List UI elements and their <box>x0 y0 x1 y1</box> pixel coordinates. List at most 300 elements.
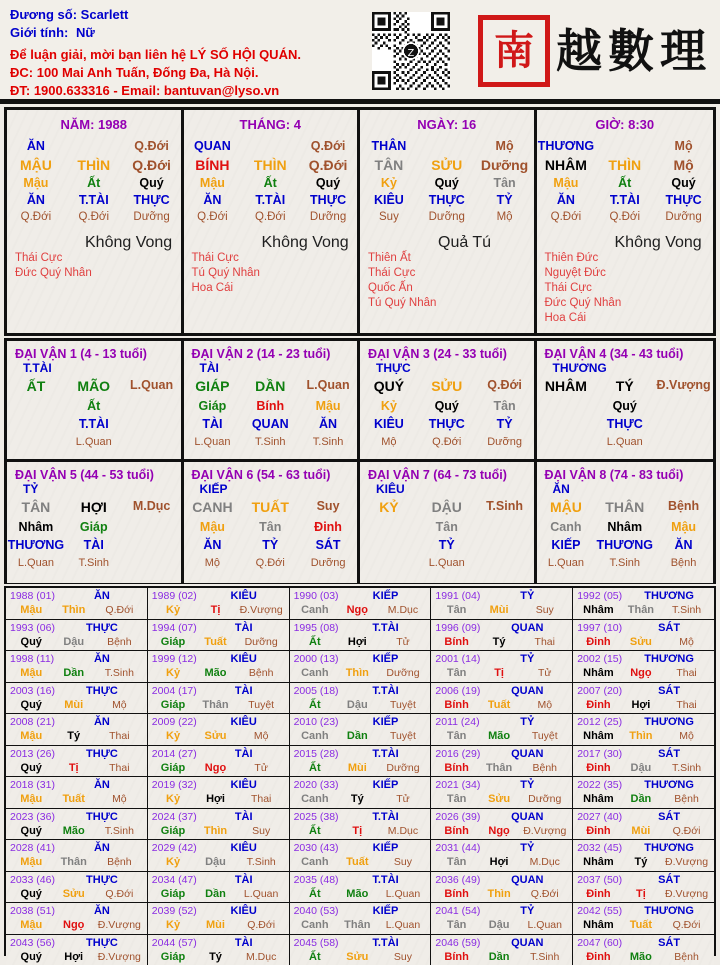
year-cell[interactable] <box>573 651 714 682</box>
year-label: 2016 (29) <box>435 747 493 761</box>
luck-hidden-god: TỶ <box>418 537 476 553</box>
year-stage: Bệnh <box>95 635 144 649</box>
luck-hidden-stem: Mậu <box>299 398 357 414</box>
year-stem: Canh <box>294 603 336 617</box>
luck-hidden-god: KIẾP <box>537 537 596 553</box>
year-stage: Bệnh <box>237 666 286 680</box>
year-label: 2019 (32) <box>152 778 210 792</box>
year-cell[interactable] <box>6 809 148 840</box>
luck-stem: ẤT <box>7 377 65 396</box>
star-item: Đức Quý Nhân <box>545 296 713 311</box>
year-god: THỰC <box>68 873 144 887</box>
luck-stage: Q.Đới <box>476 377 534 396</box>
year-stage: Suy <box>520 603 569 617</box>
year-branch: Dần <box>620 792 662 806</box>
year-cell[interactable] <box>6 935 148 965</box>
year-stem: Quý <box>10 950 52 964</box>
year-god: KIÊU <box>210 778 286 792</box>
year-label: 2001 (14) <box>435 652 493 666</box>
hidden-stem: Quý <box>654 175 713 192</box>
luck-hidden-stage: Dưỡng <box>476 434 534 450</box>
luck-hidden-stem: Mậu <box>654 519 713 535</box>
qr-code-icon[interactable] <box>372 12 450 90</box>
year-cell[interactable] <box>290 714 432 745</box>
year-god: THƯƠNG <box>635 778 711 792</box>
pillar-stem: TÂN <box>360 155 418 175</box>
year-label: 2009 (22) <box>152 715 210 729</box>
year-stem: Nhâm <box>577 855 619 869</box>
year-cell[interactable] <box>6 651 148 682</box>
pillar-stars <box>368 251 534 311</box>
luck-hidden-stage <box>476 555 534 571</box>
luck-hidden-stage: L.Quan <box>65 434 123 450</box>
year-god: SÁT <box>635 810 711 824</box>
year-cell[interactable] <box>6 903 148 934</box>
pillar-stars <box>15 251 181 281</box>
year-cell[interactable] <box>431 809 573 840</box>
year-cell[interactable] <box>573 683 714 714</box>
year-god: QUAN <box>493 873 569 887</box>
year-branch: Tuất <box>478 698 520 712</box>
year-cell[interactable] <box>148 746 290 777</box>
year-label: 2010 (23) <box>294 715 352 729</box>
year-cell[interactable] <box>290 683 432 714</box>
year-label: 1998 (11) <box>10 652 68 666</box>
luck-hidden-stem: Nhâm <box>595 519 654 535</box>
year-god: TỶ <box>493 904 569 918</box>
brand-name-cjk: 越數理 <box>556 28 712 74</box>
year-stage: Thai <box>662 698 711 712</box>
year-label: 1995 (08) <box>294 621 352 635</box>
year-label: 2023 (36) <box>10 810 68 824</box>
year-god: THƯƠNG <box>635 715 711 729</box>
year-cell[interactable] <box>431 872 573 903</box>
year-label: 2011 (24) <box>435 715 493 729</box>
year-stage: Q.Đới <box>95 603 144 617</box>
year-cell[interactable] <box>573 746 714 777</box>
luck-cycle-2 <box>184 341 361 462</box>
year-label: 2037 (50) <box>577 873 635 887</box>
year-stage: Mộ <box>520 698 569 712</box>
luck-cycle-god: TỶ <box>23 482 181 496</box>
year-cell[interactable] <box>290 588 432 619</box>
year-cell[interactable] <box>6 588 148 619</box>
year-label: 2013 (26) <box>10 747 68 761</box>
year-cell[interactable] <box>573 903 714 934</box>
year-god: KIÊU <box>210 652 286 666</box>
luck-hidden-god <box>537 416 596 432</box>
year-cell[interactable] <box>6 840 148 871</box>
hidden-god: THỰC <box>654 192 713 209</box>
year-god: TỶ <box>493 715 569 729</box>
luck-hidden-stage: L.Quan <box>418 555 476 571</box>
year-stem: Đinh <box>577 698 619 712</box>
year-god: SÁT <box>635 873 711 887</box>
year-label: 2044 (57) <box>152 936 210 950</box>
year-branch: Mão <box>194 666 236 680</box>
year-stage: Đ.Vượng <box>95 918 144 932</box>
year-stage: M.Dục <box>379 824 428 838</box>
luck-stage: T.Sinh <box>476 498 534 517</box>
brand-logo <box>478 8 712 94</box>
year-cell[interactable] <box>148 872 290 903</box>
year-label: 2038 (51) <box>10 904 68 918</box>
year-cell[interactable] <box>290 840 432 871</box>
year-cell[interactable] <box>148 840 290 871</box>
year-stage: Bệnh <box>95 855 144 869</box>
hidden-god: THỰC <box>299 192 357 209</box>
year-cell[interactable] <box>6 683 148 714</box>
star-item: Hoa Cái <box>192 281 358 296</box>
year-god: THƯƠNG <box>635 589 711 603</box>
year-stage: Tử <box>379 792 428 806</box>
year-stage: Mộ <box>95 698 144 712</box>
year-branch: Sửu <box>478 792 520 806</box>
luck-stage: Bệnh <box>654 498 713 517</box>
year-stem: Canh <box>294 792 336 806</box>
year-branch: Dần <box>52 666 94 680</box>
year-branch: Thìn <box>194 824 236 838</box>
luck-hidden-god <box>654 416 713 432</box>
year-cell[interactable] <box>148 903 290 934</box>
year-cell[interactable] <box>148 651 290 682</box>
year-label: 2020 (33) <box>294 778 352 792</box>
year-god: THƯƠNG <box>635 904 711 918</box>
year-stem: Ất <box>294 887 336 901</box>
year-cell[interactable] <box>431 903 573 934</box>
year-branch: Tý <box>620 855 662 869</box>
year-god: TỶ <box>493 652 569 666</box>
year-branch: Thân <box>52 855 94 869</box>
year-stem: Mậu <box>10 918 52 932</box>
year-cell[interactable] <box>148 809 290 840</box>
luck-branch: HỢI <box>65 498 123 517</box>
pillar-stem: BÍNH <box>184 155 242 175</box>
luck-branch: MÃO <box>65 377 123 396</box>
year-stem: Mậu <box>10 729 52 743</box>
year-branch: Dậu <box>336 698 378 712</box>
year-cell[interactable] <box>290 620 432 651</box>
year-stage: L.Quan <box>520 918 569 932</box>
year-stem: Bính <box>435 824 477 838</box>
year-stem: Nhâm <box>577 792 619 806</box>
year-branch: Hợi <box>194 792 236 806</box>
year-god: ĂN <box>68 652 144 666</box>
year-cell[interactable] <box>148 620 290 651</box>
hidden-stage: Q.Đới <box>7 209 65 226</box>
year-branch: Hợi <box>52 950 94 964</box>
year-stem: Canh <box>294 666 336 680</box>
star-item: Thái Cực <box>545 281 713 296</box>
year-cell[interactable] <box>6 872 148 903</box>
year-stage: T.Sinh <box>95 824 144 838</box>
year-stem: Quý <box>10 887 52 901</box>
year-cell[interactable] <box>431 746 573 777</box>
luck-hidden-stage: Q.Đới <box>241 555 299 571</box>
year-cell[interactable] <box>431 620 573 651</box>
year-stem: Ất <box>294 761 336 775</box>
pillar-title: GIỜ: 8:30 <box>537 117 713 132</box>
luck-hidden-stem: Nhâm <box>7 519 65 535</box>
year-branch: Mão <box>52 824 94 838</box>
year-label: 2033 (46) <box>10 873 68 887</box>
seal-icon: 南 <box>478 15 550 87</box>
year-cell[interactable] <box>431 935 573 965</box>
luck-hidden-god: KIÊU <box>360 416 418 432</box>
year-cell[interactable] <box>148 588 290 619</box>
year-cell[interactable] <box>431 777 573 808</box>
year-branch: Dậu <box>194 855 236 869</box>
year-god: TỶ <box>493 841 569 855</box>
luck-hidden-stage: T.Sinh <box>595 555 654 571</box>
year-cell[interactable] <box>6 746 148 777</box>
year-stage: Thai <box>237 792 286 806</box>
luck-stem: GIÁP <box>184 377 242 396</box>
year-cell[interactable] <box>290 651 432 682</box>
luck-stem: NHÂM <box>537 377 596 396</box>
promo-line-3: ĐT: 1900.633316 - Email: bantuvan@lyso.vn <box>10 82 301 100</box>
luck-cycle-god: THỰC <box>376 361 534 375</box>
year-stem: Đinh <box>577 635 619 649</box>
luck-hidden-stem: Kỷ <box>360 398 418 414</box>
year-cell[interactable] <box>290 809 432 840</box>
year-label: 1992 (05) <box>577 589 635 603</box>
year-branch: Thìn <box>620 729 662 743</box>
year-label: 1994 (07) <box>152 621 210 635</box>
year-cell[interactable] <box>290 903 432 934</box>
hidden-stage: Mộ <box>476 209 534 226</box>
year-cell[interactable] <box>6 620 148 651</box>
year-label: 2005 (18) <box>294 684 352 698</box>
luck-hidden-stage: Mộ <box>360 434 418 450</box>
luck-branch: SỬU <box>418 377 476 396</box>
pillar-title: NĂM: 1988 <box>7 117 181 132</box>
year-branch: Tý <box>52 729 94 743</box>
year-stage: T.Sinh <box>662 761 711 775</box>
year-cell[interactable] <box>290 872 432 903</box>
luck-hidden-god <box>7 416 65 432</box>
year-cell[interactable] <box>573 588 714 619</box>
year-label: 1990 (03) <box>294 589 352 603</box>
hidden-stage: Q.Đới <box>241 209 299 226</box>
year-cell[interactable] <box>6 714 148 745</box>
year-branch: Tị <box>620 887 662 901</box>
luck-hidden-god: QUAN <box>241 416 299 432</box>
hidden-god: TỶ <box>476 192 534 209</box>
year-stem: Mậu <box>10 666 52 680</box>
hidden-god: ĂN <box>7 192 65 209</box>
hidden-stem: Quý <box>418 175 476 192</box>
page-header <box>0 0 720 104</box>
luck-hidden-stem <box>7 398 65 414</box>
star-item: Thái Cực <box>368 266 534 281</box>
year-cell[interactable] <box>573 840 714 871</box>
year-branch: Sửu <box>194 729 236 743</box>
year-god: KIẾP <box>352 715 428 729</box>
year-label: 2035 (48) <box>294 873 352 887</box>
pillar-top-spacer <box>595 138 654 155</box>
year-label: 2024 (37) <box>152 810 210 824</box>
year-stage: Bệnh <box>520 761 569 775</box>
year-cell[interactable] <box>290 935 432 965</box>
year-label: 1997 (10) <box>577 621 635 635</box>
year-cell[interactable] <box>573 714 714 745</box>
year-branch: Thìn <box>52 603 94 617</box>
year-stem: Giáp <box>152 824 194 838</box>
luck-hidden-god: ĂN <box>654 537 713 553</box>
star-item: Thái Cực <box>15 251 181 266</box>
year-cell[interactable] <box>573 809 714 840</box>
luck-branch: TÝ <box>595 377 654 396</box>
year-cell[interactable] <box>290 777 432 808</box>
year-branch: Thân <box>620 603 662 617</box>
year-label: 1996 (09) <box>435 621 493 635</box>
year-stage: M.Dục <box>379 603 428 617</box>
year-stem: Bính <box>435 635 477 649</box>
year-cell[interactable] <box>431 683 573 714</box>
year-stem: Kỷ <box>152 603 194 617</box>
svg-text:Z: Z <box>408 48 415 59</box>
pillar-stars <box>192 251 358 296</box>
year-cell[interactable] <box>6 777 148 808</box>
year-stem: Kỷ <box>152 729 194 743</box>
luck-cycle-god: THƯƠNG <box>553 361 713 375</box>
year-stage: T.Sinh <box>95 666 144 680</box>
star-item: Thiên Đức <box>545 251 713 266</box>
luck-hidden-god: THỰC <box>418 416 476 432</box>
year-cell[interactable] <box>431 588 573 619</box>
luck-cycle-god: T.TÀI <box>23 361 181 375</box>
luck-hidden-god: SÁT <box>299 537 357 553</box>
year-branch: Tị <box>52 761 94 775</box>
year-cell[interactable] <box>148 714 290 745</box>
luck-branch: DẦN <box>241 377 299 396</box>
pillar-day <box>360 110 537 333</box>
year-stem: Mậu <box>10 792 52 806</box>
year-branch: Tị <box>336 824 378 838</box>
star-item: Tú Quý Nhân <box>368 296 534 311</box>
luck-cycle-row <box>7 341 713 462</box>
table-row <box>6 714 714 746</box>
year-cell[interactable] <box>573 777 714 808</box>
annual-years-table <box>4 586 716 956</box>
year-stem: Canh <box>294 729 336 743</box>
year-label: 2021 (34) <box>435 778 493 792</box>
star-item: Quốc Ấn <box>368 281 534 296</box>
annual-years-body <box>6 588 714 965</box>
year-branch: Ngọ <box>52 918 94 932</box>
luck-hidden-god: TÀI <box>184 416 242 432</box>
luck-cycle-7 <box>360 462 537 583</box>
year-stem: Giáp <box>152 950 194 964</box>
luck-hidden-god: T.TÀI <box>65 416 123 432</box>
year-god: THƯƠNG <box>635 841 711 855</box>
year-label: 2017 (30) <box>577 747 635 761</box>
year-god: THỰC <box>68 684 144 698</box>
year-cell[interactable] <box>573 872 714 903</box>
year-branch: Thìn <box>478 887 520 901</box>
luck-hidden-stage <box>123 434 181 450</box>
year-god: THỰC <box>68 810 144 824</box>
year-cell[interactable] <box>431 651 573 682</box>
year-label: 2025 (38) <box>294 810 352 824</box>
luck-hidden-stem: Giáp <box>65 519 123 535</box>
luck-hidden-stage: T.Sinh <box>299 434 357 450</box>
hidden-stem: Ất <box>241 175 299 192</box>
year-stage: Dưỡng <box>237 635 286 649</box>
hidden-stem: Ất <box>65 175 123 192</box>
table-row <box>6 872 714 904</box>
year-branch: Tý <box>194 950 236 964</box>
table-row <box>6 809 714 841</box>
year-god: TÀI <box>210 747 286 761</box>
luck-hidden-stem: Tân <box>476 398 534 414</box>
year-stage: M.Dục <box>520 855 569 869</box>
luck-stem: MẬU <box>537 498 596 517</box>
year-god: ĂN <box>68 715 144 729</box>
year-cell[interactable] <box>431 714 573 745</box>
luck-hidden-god: ĂN <box>299 416 357 432</box>
year-branch: Dần <box>336 729 378 743</box>
year-label: 2018 (31) <box>10 778 68 792</box>
year-label: 2022 (35) <box>577 778 635 792</box>
year-cell[interactable] <box>431 840 573 871</box>
void-label: Quả Tú <box>438 234 491 252</box>
year-stage: Thai <box>95 761 144 775</box>
luck-hidden-god <box>360 537 418 553</box>
void-label: Không Vong <box>85 234 172 252</box>
year-cell[interactable] <box>148 683 290 714</box>
luck-hidden-stage: Dưỡng <box>299 555 357 571</box>
year-label: 2000 (13) <box>294 652 352 666</box>
luck-branch: DẬU <box>418 498 476 517</box>
year-cell[interactable] <box>573 935 714 965</box>
table-row <box>6 588 714 620</box>
table-row <box>6 620 714 652</box>
year-cell[interactable] <box>290 746 432 777</box>
void-label: Không Vong <box>262 234 349 252</box>
year-cell[interactable] <box>148 935 290 965</box>
year-cell[interactable] <box>148 777 290 808</box>
year-stage: Bệnh <box>662 792 711 806</box>
year-label: 2045 (58) <box>294 936 352 950</box>
luck-hidden-stem: Mậu <box>184 519 242 535</box>
year-stem: Giáp <box>152 887 194 901</box>
year-cell[interactable] <box>573 620 714 651</box>
year-god: TÀI <box>210 873 286 887</box>
year-stem: Tân <box>435 792 477 806</box>
year-stage: L.Quan <box>237 887 286 901</box>
year-stem: Ất <box>294 950 336 964</box>
year-branch: Tị <box>478 666 520 680</box>
luck-stem: QUÝ <box>360 377 418 396</box>
year-branch: Mùi <box>336 761 378 775</box>
year-stem: Giáp <box>152 761 194 775</box>
hidden-god: KIÊU <box>360 192 418 209</box>
year-stage: Mộ <box>237 729 286 743</box>
year-god: T.TÀI <box>352 810 428 824</box>
luck-hidden-god: THỰC <box>595 416 654 432</box>
hidden-god: THỰC <box>123 192 181 209</box>
pillar-stars <box>545 251 713 326</box>
year-stage: Tử <box>379 635 428 649</box>
year-god: KIÊU <box>210 589 286 603</box>
year-god: T.TÀI <box>352 621 428 635</box>
year-god: KIÊU <box>210 841 286 855</box>
pillar-stem: NHÂM <box>537 155 596 175</box>
year-stage: Tử <box>520 666 569 680</box>
pillar-top-god: THƯƠNG <box>537 138 596 155</box>
